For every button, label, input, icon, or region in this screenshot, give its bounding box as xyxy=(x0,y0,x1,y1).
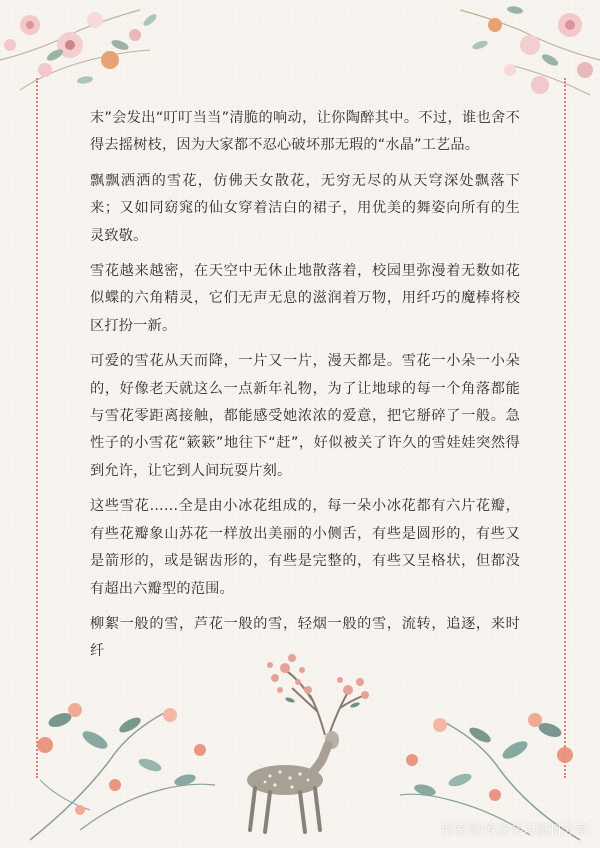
deer-illustration xyxy=(230,640,380,840)
left-dotted-border xyxy=(36,78,38,778)
paragraph: 雪花越来越密，在天空中无休止地散落着，校园里弥漫着无数如花似蝶的六角精灵，它们无声无息的滋润着万物，用纤巧的魔棒将校区打扮一新。 xyxy=(90,263,520,334)
watermark-text: 百家号/专注学习资料分享 xyxy=(440,823,588,838)
paragraph: 柳絮一般的雪，芦花一般的雪，轻烟一般的雪，流转，追逐，来时纤 xyxy=(90,615,520,660)
top-left-flower-decoration xyxy=(0,0,170,110)
article-text xyxy=(90,105,520,674)
bottom-left-flower-decoration xyxy=(20,690,220,848)
top-right-flower-decoration xyxy=(440,0,600,110)
paragraph: 末”会发出“叮叮当当”清脆的响动，让你陶醉其中。不过，谁也舍不得去摇树枝，因为大家都不忍心破坏那无瑕的“水晶”工艺品。 xyxy=(90,110,520,154)
paragraph: 可爱的雪花从天而降，一片又一片，漫天都是。雪花一小朵一小朵的，好像老天就这么一点新年礼物，为了让地球的每一个角落都能与雪花零距离接触，都能感受她浓浓的爱意，把它掰碎了一般。急性子的小雪花“簌簌”地往下“赶”，好似被关了许久的雪娃娃突然得到允许，让它到人间玩耍片刻。 xyxy=(90,353,520,479)
right-dotted-border xyxy=(564,78,566,778)
paragraph: 飘飘洒洒的雪花，仿佛天女散花，无穷无尽的从天穹深处飘落下来；又如同窈窕的仙女穿着洁白的裙子，用优美的舞姿向所有的生灵致敬。 xyxy=(90,172,520,244)
paragraph: 这些雪花……全是由小冰花组成的，每一朵小冰花都有六片花瓣，有些花瓣象山苏花一样放出美丽的小侧舌，有些是圆形的，有些又是箭形的，或是锯齿形的，有些是完整的，有些又呈格状，但都没有超出六瓣型的范围。 xyxy=(90,498,520,597)
